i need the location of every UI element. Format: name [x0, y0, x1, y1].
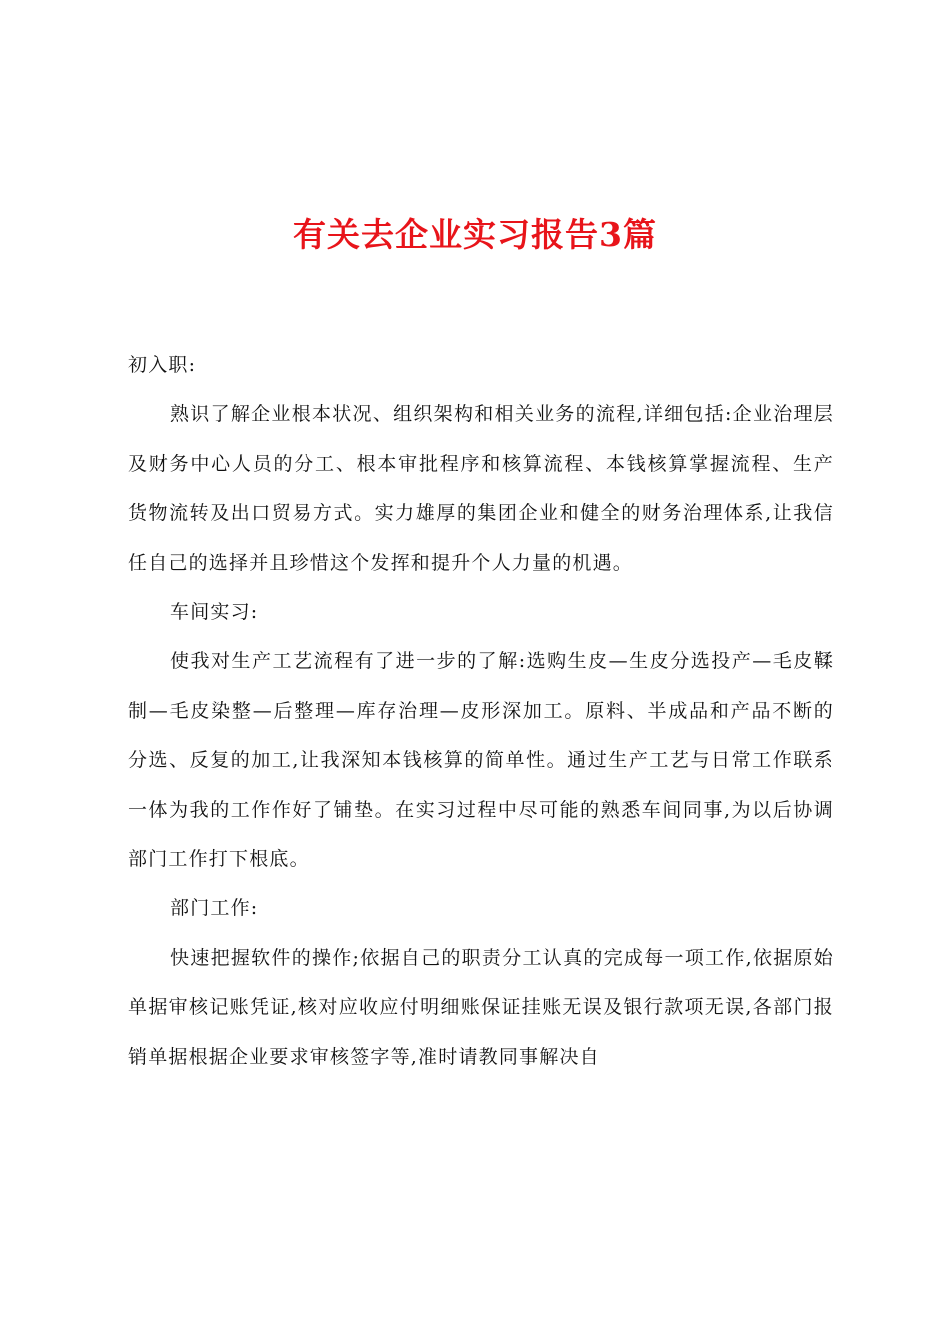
document-body — [128, 341, 834, 1082]
section-heading-workshop-internship: 车间实习: — [170, 601, 259, 624]
paragraph-department-work: 快速把握软件的操作;依据自己的职责分工认真的完成每一项工作,依据原始单据审核记账凭证,核对应收应付明细账保证挂账无误及银行款项无误,各部门报销单据根据企业要求审核签字等,准时请教同事解决自 — [128, 946, 834, 1068]
section-heading-initial-employment: 初入职: — [128, 354, 197, 376]
section-heading-department-work: 部门工作: — [170, 897, 259, 920]
document-title: 有关去企业实习报告3篇 — [293, 215, 657, 254]
paragraph-initial-employment: 熟识了解企业根本状况、组织架构和相关业务的流程,详细包括:企业治理层及财务中心人员的分工、根本审批程序和核算流程、本钱核算掌握流程、生产货物流转及出口贸易方式。实力雄厚的集团企业和健全的财务治理体系,让我信任自己的选择并且珍惜这个发挥和提升个人力量的机遇。 — [128, 403, 834, 574]
paragraph-workshop-internship: 使我对生产工艺流程有了进一步的了解:选购生皮—生皮分选投产—毛皮鞣制—毛皮染整—后整理—库存治理—皮形深加工。原料、半成品和产品不断的分选、反复的加工,让我深知本钱核算的简单性。通过生产工艺与日常工作联系一体为我的工作作好了铺垫。在实习过程中尽可能的熟悉车间同事,为以后协调部门工作打下根底。 — [128, 650, 834, 871]
